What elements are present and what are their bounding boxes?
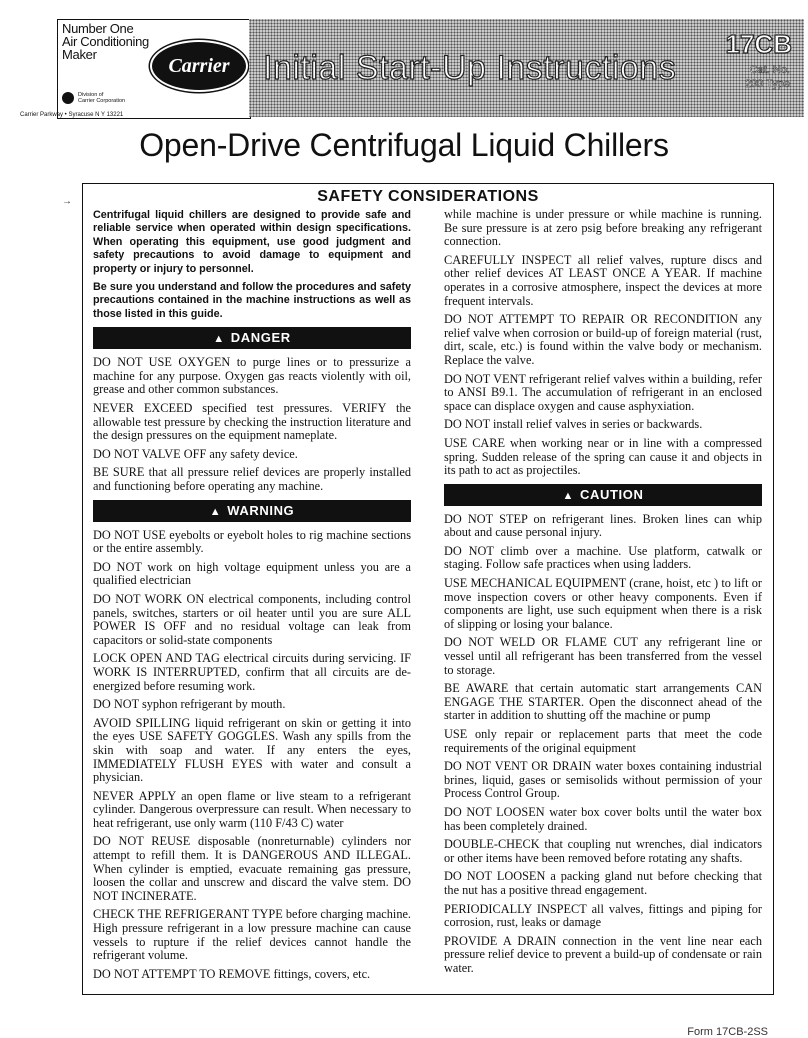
caution-item: BE AWARE that certain automatic start arrangements CAN ENGAGE THE STARTER. Open the disconnect ahead of the starter in addition to shutting off the machine or pump: [444, 681, 762, 723]
warning-item: DO NOT work on high voltage equipment unless you are a qualified electrician: [93, 559, 411, 588]
warning-item: DO NOT REUSE disposable (nonreturnable) cylinders nor attempt to refill them. It is DANGEROUS AND ILLEGAL. When cylinder is emptied, evacuate remaining gas pressure, loosen the collar and unscrew and discard the valve stem. DO NOT INCINERATE.: [93, 834, 411, 903]
intro-paragraph: Centrifugal liquid chillers are designed to provide safe and reliable service when operated within design specifications. When operating this equipment, use good judgment and safety precautions to avoid damage to equipment and property or injury to personnel.: [93, 209, 411, 275]
warning-label: WARNING: [227, 502, 295, 518]
caution-item: USE only repair or replacement parts that meet the code requirements of the original equipment: [444, 727, 762, 755]
tagline: [62, 22, 154, 61]
tagline-line-2: Air Conditioning: [62, 34, 149, 49]
danger-item: NEVER EXCEED specified test pressures. VERIFY the allowable test pressure by checking the instruction literature and the design pressures on the equipment nameplate.: [93, 401, 411, 443]
warning-item: LOCK OPEN AND TAG electrical circuits during servicing. IF WORK IS INTERRUPTED, confirm that all circuits are de-energized before resuming work.: [93, 651, 411, 693]
safety-item: DO NOT ATTEMPT TO REPAIR OR RECONDITION any relief valve when corrosion or build-up of foreign material (rust, dirt, scale, etc.) is found within the valve body or mechanism. Replace the valve.: [444, 312, 762, 367]
safety-item: while machine is under pressure or while machine is running. Be sure pressure is at zero psig before breaking any refrigerant connection.: [444, 207, 762, 249]
warning-item: CHECK THE REFRIGERANT TYPE before charging machine. High pressure refrigerant in a low pressure machine can cause vessels to rupture if the relief devices cannot handle the refrigerant volume.: [93, 907, 411, 963]
arrow-marker-icon: →: [62, 196, 72, 207]
division-text: [78, 92, 125, 104]
catalog-info: [745, 63, 790, 91]
intro-paragraph: Be sure you understand and follow the procedures and safety precautions contained in the machine instructions as well as those listed in this guide.: [93, 281, 411, 320]
caution-item: DOUBLE-CHECK that coupling nut wrenches, dial indicators or other items have been removed before rotating any shafts.: [444, 837, 762, 865]
warning-triangle-icon: ▲: [209, 505, 222, 518]
caution-item: DO NOT WELD OR FLAME CUT any refrigerant line or vessel until all refrigerant has been transferred from the vessel to storage.: [444, 635, 762, 677]
logo-text: Carrier: [168, 54, 230, 77]
page-title: Open-Drive Centrifugal Liquid Chillers: [139, 127, 669, 163]
caution-item: DO NOT STEP on refrigerant lines. Broken lines can whip about and cause personal injury.: [444, 511, 762, 540]
safety-title: SAFETY CONSIDERATIONS: [317, 188, 539, 205]
left-column: [93, 209, 411, 986]
caution-item: DO NOT climb over a machine. Use platform, catwalk or staging. Follow safe practices when using ladders.: [444, 543, 762, 572]
banner-title: Initial Start-Up Instructions: [263, 49, 677, 87]
warning-item: DO NOT syphon refrigerant by mouth.: [93, 697, 286, 712]
warning-item: NEVER APPLY an open flame or live steam to a refrigerant cylinder. Dangerous overpressure can result. When necessary to heat refrigerant, use only warm (110 F/43 C) water: [93, 788, 411, 830]
tagline-line-3: Maker: [62, 47, 97, 62]
catalog-line-2: 200 Type: [744, 78, 790, 90]
warning-item: DO NOT ATTEMPT TO REMOVE fittings, covers, etc.: [93, 966, 371, 981]
form-code: 17CB: [725, 29, 792, 59]
danger-item: DO NOT USE OXYGEN to purge lines or to pressurize a machine for any purpose. Oxygen gas reacts violently with oil, grease and other common substances.: [93, 355, 411, 397]
warning-triangle-icon: ▲: [562, 489, 575, 502]
danger-item: BE SURE that all pressure relief devices are properly installed and functioning before operating any machine.: [93, 465, 411, 493]
warning-triangle-icon: ▲: [213, 333, 225, 346]
form-number-footer: Form 17CB-2SS: [687, 1026, 768, 1038]
division-line-2: Carrier Corporation: [78, 98, 126, 104]
catalog-line-1: Cat. No.: [749, 64, 790, 76]
division-line: [62, 92, 125, 104]
division-logo-icon: [62, 92, 74, 104]
caution-item: DO NOT LOOSEN a packing gland nut before checking that the nut has a positive thread engagement.: [444, 869, 762, 897]
title-banner: [249, 19, 804, 117]
caution-item: DO NOT VENT OR DRAIN water boxes containing industrial brines, liquid, gases or semisolids without permission of your Process Control Group.: [444, 759, 762, 801]
caution-header: [444, 484, 762, 506]
right-column: [444, 208, 762, 981]
caution-item: PROVIDE A DRAIN connection in the vent line near each pressure relief device to prevent a build-up of condensate or rain water.: [444, 933, 762, 975]
danger-header: [93, 327, 411, 349]
caution-item: PERIODICALLY INSPECT all valves, fittings and piping for corrosion, rust, leaks or damage: [444, 901, 762, 930]
document-header: [0, 0, 808, 125]
safety-considerations-box: [82, 183, 774, 995]
caution-label: CAUTION: [580, 486, 644, 502]
safety-item: CAREFULLY INSPECT all relief valves, rupture discs and other relief devices AT LEAST ONCE A YEAR. If machine operates in a corrosive atmosphere, inspect the devices at more frequent intervals.: [444, 252, 762, 308]
division-line-1: Division of: [78, 92, 104, 98]
safety-item: DO NOT install relief valves in series or backwards.: [444, 417, 703, 432]
carrier-logo: [152, 42, 246, 90]
safety-item: DO NOT VENT refrigerant relief valves within a building, refer to ANSI B9.1. The accumulation of refrigerant in an enclosed space can displace oxygen and cause asphyxiation.: [444, 371, 762, 413]
danger-item: DO NOT VALVE OFF any safety device.: [93, 446, 298, 461]
address: Carrier Parkway • Syracuse N Y 13221: [20, 112, 124, 118]
warning-item: DO NOT USE eyebolts or eyebolt holes to rig machine sections or the entire assembly.: [93, 527, 411, 556]
tagline-line-1: Number One: [62, 21, 134, 36]
safety-item: USE CARE when working near or in line with a compressed spring. Sudden release of the spring can cause it and objects in its path to act as projectiles.: [444, 435, 762, 478]
caution-item: DO NOT LOOSEN water box cover bolts until the water box has been completely drained.: [444, 804, 762, 833]
warning-item: AVOID SPILLING liquid refrigerant on skin or getting it into the eyes USE SAFETY GOGGLES. Wash any spills from the skin with soap and water. If any enters the eyes, IMMEDIATELY FLUSH EYES with water and consult a physician.: [93, 715, 411, 785]
brand-box: [57, 19, 251, 119]
caution-item: USE MECHANICAL EQUIPMENT (crane, hoist, etc ) to lift or move inspection covers or other heavy components. Even if components are light, use such equipment when there is a risk of slipping or losing your balance.: [444, 576, 762, 631]
danger-label: DANGER: [230, 330, 291, 346]
warning-header: [93, 500, 411, 522]
warning-item: DO NOT WORK ON electrical components, including control panels, switches, starters or oil heater until you are sure ALL POWER IS OFF and no residual voltage can leak from capacitors or solid-state components: [93, 591, 411, 647]
